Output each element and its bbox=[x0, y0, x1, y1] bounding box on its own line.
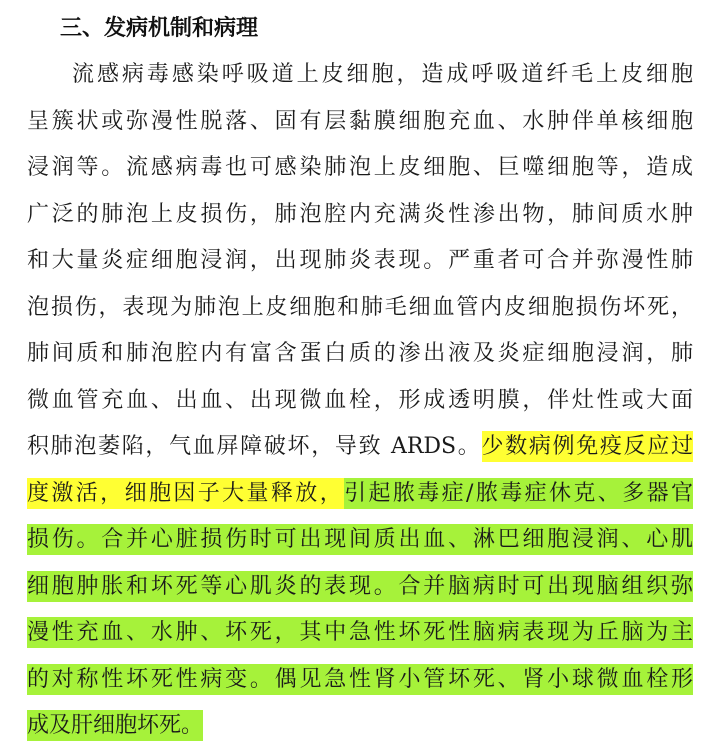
text-line bbox=[27, 101, 693, 143]
text-segment: 呈簇状或弥漫性脱落、固有层黏膜细胞充血、水肿伴单核细胞 bbox=[27, 108, 693, 134]
text-line bbox=[27, 705, 203, 747]
text-segment: 广泛的肺泡上皮损伤，肺泡腔内充满炎性渗出物，肺间质水肿 bbox=[27, 201, 693, 227]
highlighted-text: 成及肝细胞坏死。 bbox=[27, 710, 203, 741]
text-line bbox=[27, 240, 693, 282]
text-line bbox=[27, 519, 693, 561]
text-line bbox=[27, 612, 693, 654]
text-line bbox=[72, 54, 693, 96]
text-line bbox=[27, 287, 693, 329]
text-line bbox=[27, 380, 693, 422]
text-segment: 积肺泡萎陷，气血屏障破坏，导致 ARDS。 bbox=[27, 434, 482, 459]
text-line bbox=[27, 147, 693, 189]
highlighted-text: 损伤。合并心脏损伤时可出现间质出血、淋巴细胞浸润、心肌 bbox=[27, 524, 693, 555]
text-line bbox=[27, 566, 693, 608]
section-heading: 三、发病机制和病理 bbox=[60, 16, 259, 41]
text-line bbox=[27, 473, 693, 515]
text-segment: 微血管充血、出血、出现微血栓，形成透明膜，伴灶性或大面 bbox=[27, 387, 693, 413]
text-line bbox=[27, 659, 693, 701]
highlighted-text: 漫性充血、水肿、坏死，其中急性坏死性脑病表现为丘脑为主 bbox=[27, 617, 693, 648]
highlighted-text: 的对称性坏死性病变。偶见急性肾小管坏死、肾小球微血栓形 bbox=[27, 664, 693, 695]
highlighted-text: 度激活，细胞因子大量释放， bbox=[27, 478, 344, 509]
highlighted-text: 引起脓毒症/脓毒症休克、多器官 bbox=[344, 478, 693, 509]
highlighted-text: 细胞肿胀和坏死等心肌炎的表现。合并脑病时可出现脑组织弥 bbox=[27, 571, 693, 602]
text-line bbox=[27, 333, 693, 375]
text-segment: 和大量炎症细胞浸润，出现肺炎表现。严重者可合并弥漫性肺 bbox=[27, 248, 693, 273]
text-line bbox=[27, 426, 693, 468]
text-segment: 流感病毒感染呼吸道上皮细胞，造成呼吸道纤毛上皮细胞 bbox=[72, 62, 693, 87]
text-segment: 泡损伤，表现为肺泡上皮细胞和肺毛细血管内皮细胞损伤坏死， bbox=[27, 294, 693, 320]
text-segment: 肺间质和肺泡腔内有富含蛋白质的渗出液及炎症细胞浸润，肺 bbox=[27, 341, 693, 366]
highlighted-text: 少数病例免疫反应过 bbox=[482, 431, 693, 462]
text-line bbox=[27, 194, 693, 236]
text-segment: 浸润等。流感病毒也可感染肺泡上皮细胞、巨噬细胞等，造成 bbox=[27, 155, 693, 180]
